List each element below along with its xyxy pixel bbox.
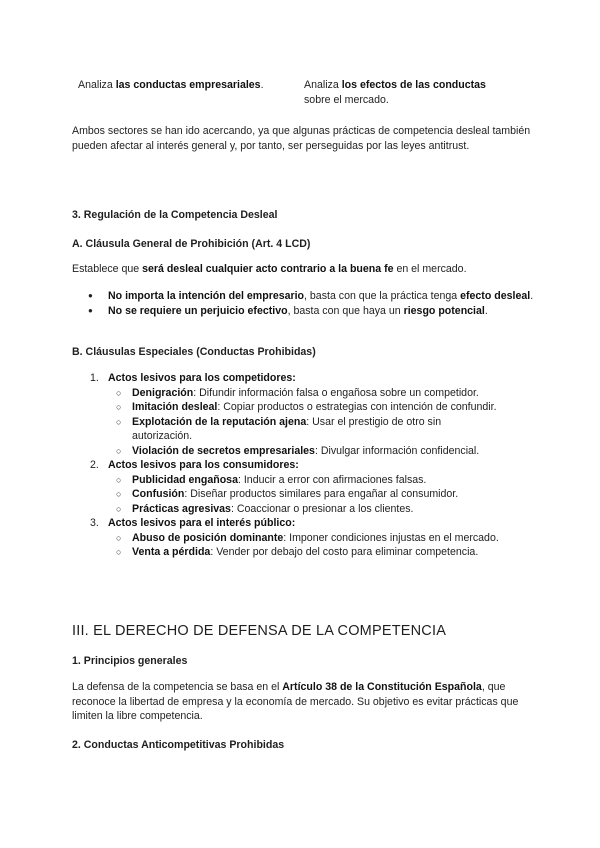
sub-item: ○ Explotación de la reputación ajena: Usar el prestigio de otro sin autorización. (72, 415, 542, 444)
cell-text: sobre el mercado. (304, 93, 389, 106)
section-3b-title: B. Cláusulas Especiales (Conductas Prohibidas) (72, 346, 316, 358)
cell-text: Analiza (78, 79, 116, 91)
sub-item: ○ Prácticas agresivas: Coaccionar o presionar a los clientes. (72, 502, 542, 517)
sub-item: ○ Confusión: Diseñar productos similares para engañar al consumidor. (72, 487, 542, 502)
cell-bold: los efectos de las conductas (341, 79, 486, 91)
list-item: ● No se requiere un perjuicio efectivo, basta con que haya un riesgo potencial. (72, 304, 542, 319)
section-3-title: 3. Regulación de la Competencia Desleal (72, 209, 278, 221)
section-III-1-paragraph: La defensa de la competencia se basa en el Artículo 38 de la Constitución Española, que reconoce la libertad de empresa y la economía de mercado. Su objetivo es evitar prácticas que limiten la libre competencia. (72, 681, 519, 722)
list-item: 1. Actos lesivos para los competidores: ○ Denigración: Difundir información falsa o engañosa sobre un competidor. ○ Imitación desleal: Copiar productos o estrategias con intención de confundir. ○ Explotación de la reputación ajena: Usar el prestigio de otro sin autorización. ○ Violación de secretos empresariales: Divulgar información confidencial. (72, 371, 542, 458)
sub-item: ○ Violación de secretos empresariales: Divulgar información confidencial. (72, 444, 542, 459)
sub-item: ○ Publicidad engañosa: Inducir a error con afirmaciones falsas. (72, 473, 542, 488)
cell-text: . (260, 79, 264, 91)
sub-item: ○ Abuso de posición dominante: Imponer condiciones injustas en el mercado. (72, 531, 542, 546)
table-cell-right (304, 78, 524, 107)
list-item: ● No importa la intención del empresario, basta con que la práctica tenga efecto desleal. (72, 289, 542, 304)
table-cell-left (78, 78, 288, 93)
cell-text: Analiza (304, 79, 342, 91)
section-3a-bullets (72, 289, 542, 318)
section-3b-list (72, 371, 542, 560)
sub-item: ○ Imitación desleal: Copiar productos o estrategias con intención de confundir. (72, 400, 542, 415)
section-3a-title: A. Cláusula General de Prohibición (Art. 4 LCD) (72, 238, 311, 250)
list-item: 2. Actos lesivos para los consumidores: ○ Publicidad engañosa: Inducir a error con afirmaciones falsas. ○ Confusión: Diseñar productos similares para engañar al consumidor. ○ Prácticas agresivas: Coaccionar o presionar a los clientes. (72, 458, 542, 516)
section-III-1-title: 1. Principios generales (72, 655, 188, 667)
section-III-2-title: 2. Conductas Anticompetitivas Prohibidas (72, 739, 285, 751)
list-item: 3. Actos lesivos para el interés público: ○ Abuso de posición dominante: Imponer condiciones injustas en el mercado. ○ Venta a pérdida: Vender por debajo del costo para eliminar competencia. (72, 516, 542, 560)
intro-paragraph: Ambos sectores se han ido acercando, ya que algunas prácticas de competencia desleal también pueden afectar al interés general y, por tanto, ser perseguidas por las leyes antitrust. (72, 125, 531, 152)
section-III-title: III. EL DERECHO DE DEFENSA DE LA COMPETENCIA (72, 623, 447, 639)
sub-item: ○ Venta a pérdida: Vender por debajo del costo para eliminar competencia. (72, 545, 542, 560)
cell-bold: las conductas empresariales (115, 79, 261, 91)
sub-item: ○ Denigración: Difundir información falsa o engañosa sobre un competidor. (72, 386, 542, 401)
section-3a-paragraph: Establece que será desleal cualquier acto contrario a la buena fe en el mercado. (72, 263, 467, 275)
